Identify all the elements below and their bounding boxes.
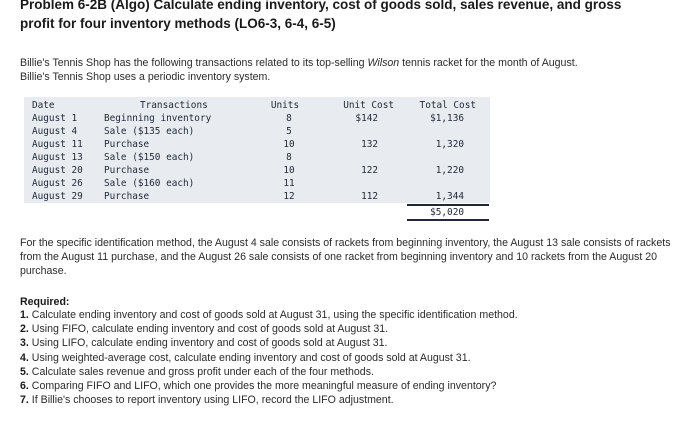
header-total-cost: Total Cost [419, 100, 476, 111]
required-item-text: Using FIFO, calculate ending inventory and cost of goods sold at August 31. [31, 323, 389, 336]
required-item [20, 308, 690, 322]
table-row [24, 151, 490, 164]
row-unit-cost: 122 [361, 165, 378, 176]
row-date: August 20 [32, 165, 83, 176]
total-double-underline [407, 219, 489, 221]
required-item-number: 1. [20, 309, 29, 321]
transactions-table [24, 97, 492, 220]
required-item [20, 351, 690, 365]
required-item-number: 3. [20, 337, 29, 350]
required-item-number: 2. [20, 323, 29, 336]
row-transaction: Sale ($135 each) [104, 126, 195, 137]
row-total-cost: $1,136 [430, 113, 464, 124]
required-item-text: Calculate ending inventory and cost of goods sold at August 31, using the specific identification method. [31, 309, 518, 321]
header-unit-cost: Unit Cost [343, 100, 394, 111]
table-total-row [24, 206, 490, 219]
row-unit-cost: 112 [361, 191, 378, 202]
required-item-text: Using LIFO, calculate ending inventory and cost of goods sold at August 31. [31, 337, 388, 350]
problem-title [20, 0, 690, 33]
intro-text-line2: Billie's Tennis Shop uses a periodic inventory system. [20, 71, 271, 83]
required-item [20, 379, 690, 393]
row-units: 8 [286, 152, 292, 163]
required-item-text: Calculate sales revenue and gross profit under each of the four methods. [31, 365, 374, 378]
row-total-cost: 1,344 [435, 191, 464, 202]
required-item-text: Using weighted-average cost, calculate ending inventory and cost of goods sold at August 31. [31, 351, 471, 364]
table-row [24, 138, 490, 151]
required-item [20, 322, 690, 336]
specific-identification-note: For the specific identification method, the August 4 sale consists of rackets from beginning inventory, the August 13 sale consists of rackets from the August 11 purchase, and the August 26 sale consists of one racket from beginning inventory and 10 rackets from the August 20 purchase. [20, 237, 671, 277]
row-unit-cost: $142 [355, 113, 378, 124]
row-units: 8 [286, 113, 292, 124]
row-date: August 26 [32, 178, 83, 189]
table-row [24, 164, 490, 177]
row-date: August 1 [32, 113, 78, 124]
row-date: August 11 [32, 139, 83, 150]
intro-text-part2: tennis racket for the month of August. [399, 57, 578, 69]
row-date: August 13 [32, 152, 83, 163]
row-transaction: Beginning inventory [104, 113, 212, 124]
required-item-number: 4. [20, 351, 29, 364]
row-units: 10 [283, 165, 295, 176]
intro-text-part1: Billie's Tennis Shop has the following transactions related to its top-selling [20, 57, 368, 69]
header-units: Units [270, 100, 300, 111]
required-item [20, 336, 690, 350]
table-row [24, 190, 490, 203]
required-item-text: If Billie's chooses to report inventory using LIFO, record the LIFO adjustment. [31, 394, 394, 407]
row-units: 12 [283, 191, 295, 202]
header-date: Date [32, 100, 55, 111]
table-row [24, 112, 490, 125]
row-transaction: Sale ($150 each) [104, 152, 195, 163]
row-transaction: Purchase [104, 191, 150, 202]
table-row [24, 125, 490, 138]
table-row [24, 177, 490, 190]
table-header-row [24, 99, 490, 112]
table-total-cost: $5,020 [430, 207, 464, 218]
required-item-number: 7. [20, 394, 29, 407]
row-date: August 4 [32, 126, 78, 137]
row-transaction: Purchase [104, 139, 150, 150]
row-date: August 29 [32, 191, 83, 202]
required-list [20, 308, 690, 407]
row-transaction: Purchase [104, 165, 150, 176]
intro-paragraph [20, 56, 680, 84]
problem-title-line2: profit for four inventory methods (LO6-3, 6-4, 6-5) [20, 16, 336, 31]
row-units: 11 [283, 178, 295, 189]
row-unit-cost: 132 [361, 139, 378, 150]
required-heading: Required: [20, 296, 70, 308]
required-item [20, 393, 690, 407]
required-item-number: 5. [20, 365, 29, 378]
required-item-number: 6. [20, 380, 29, 393]
intro-product-name: Wilson [367, 57, 400, 69]
required-item-text: Comparing FIFO and LIFO, which one provides the more meaningful measure of ending inventory? [31, 380, 497, 393]
required-item [20, 365, 690, 379]
problem-title-line1: Problem 6-2B (Algo) Calculate ending inventory, cost of goods sold, sales revenue, and gross [20, 0, 622, 12]
row-units: 5 [286, 126, 292, 137]
row-total-cost: 1,220 [435, 165, 464, 176]
header-transactions: Transactions [140, 100, 208, 111]
row-units: 10 [283, 139, 295, 150]
row-transaction: Sale ($160 each) [104, 178, 195, 189]
row-total-cost: 1,320 [435, 139, 464, 150]
